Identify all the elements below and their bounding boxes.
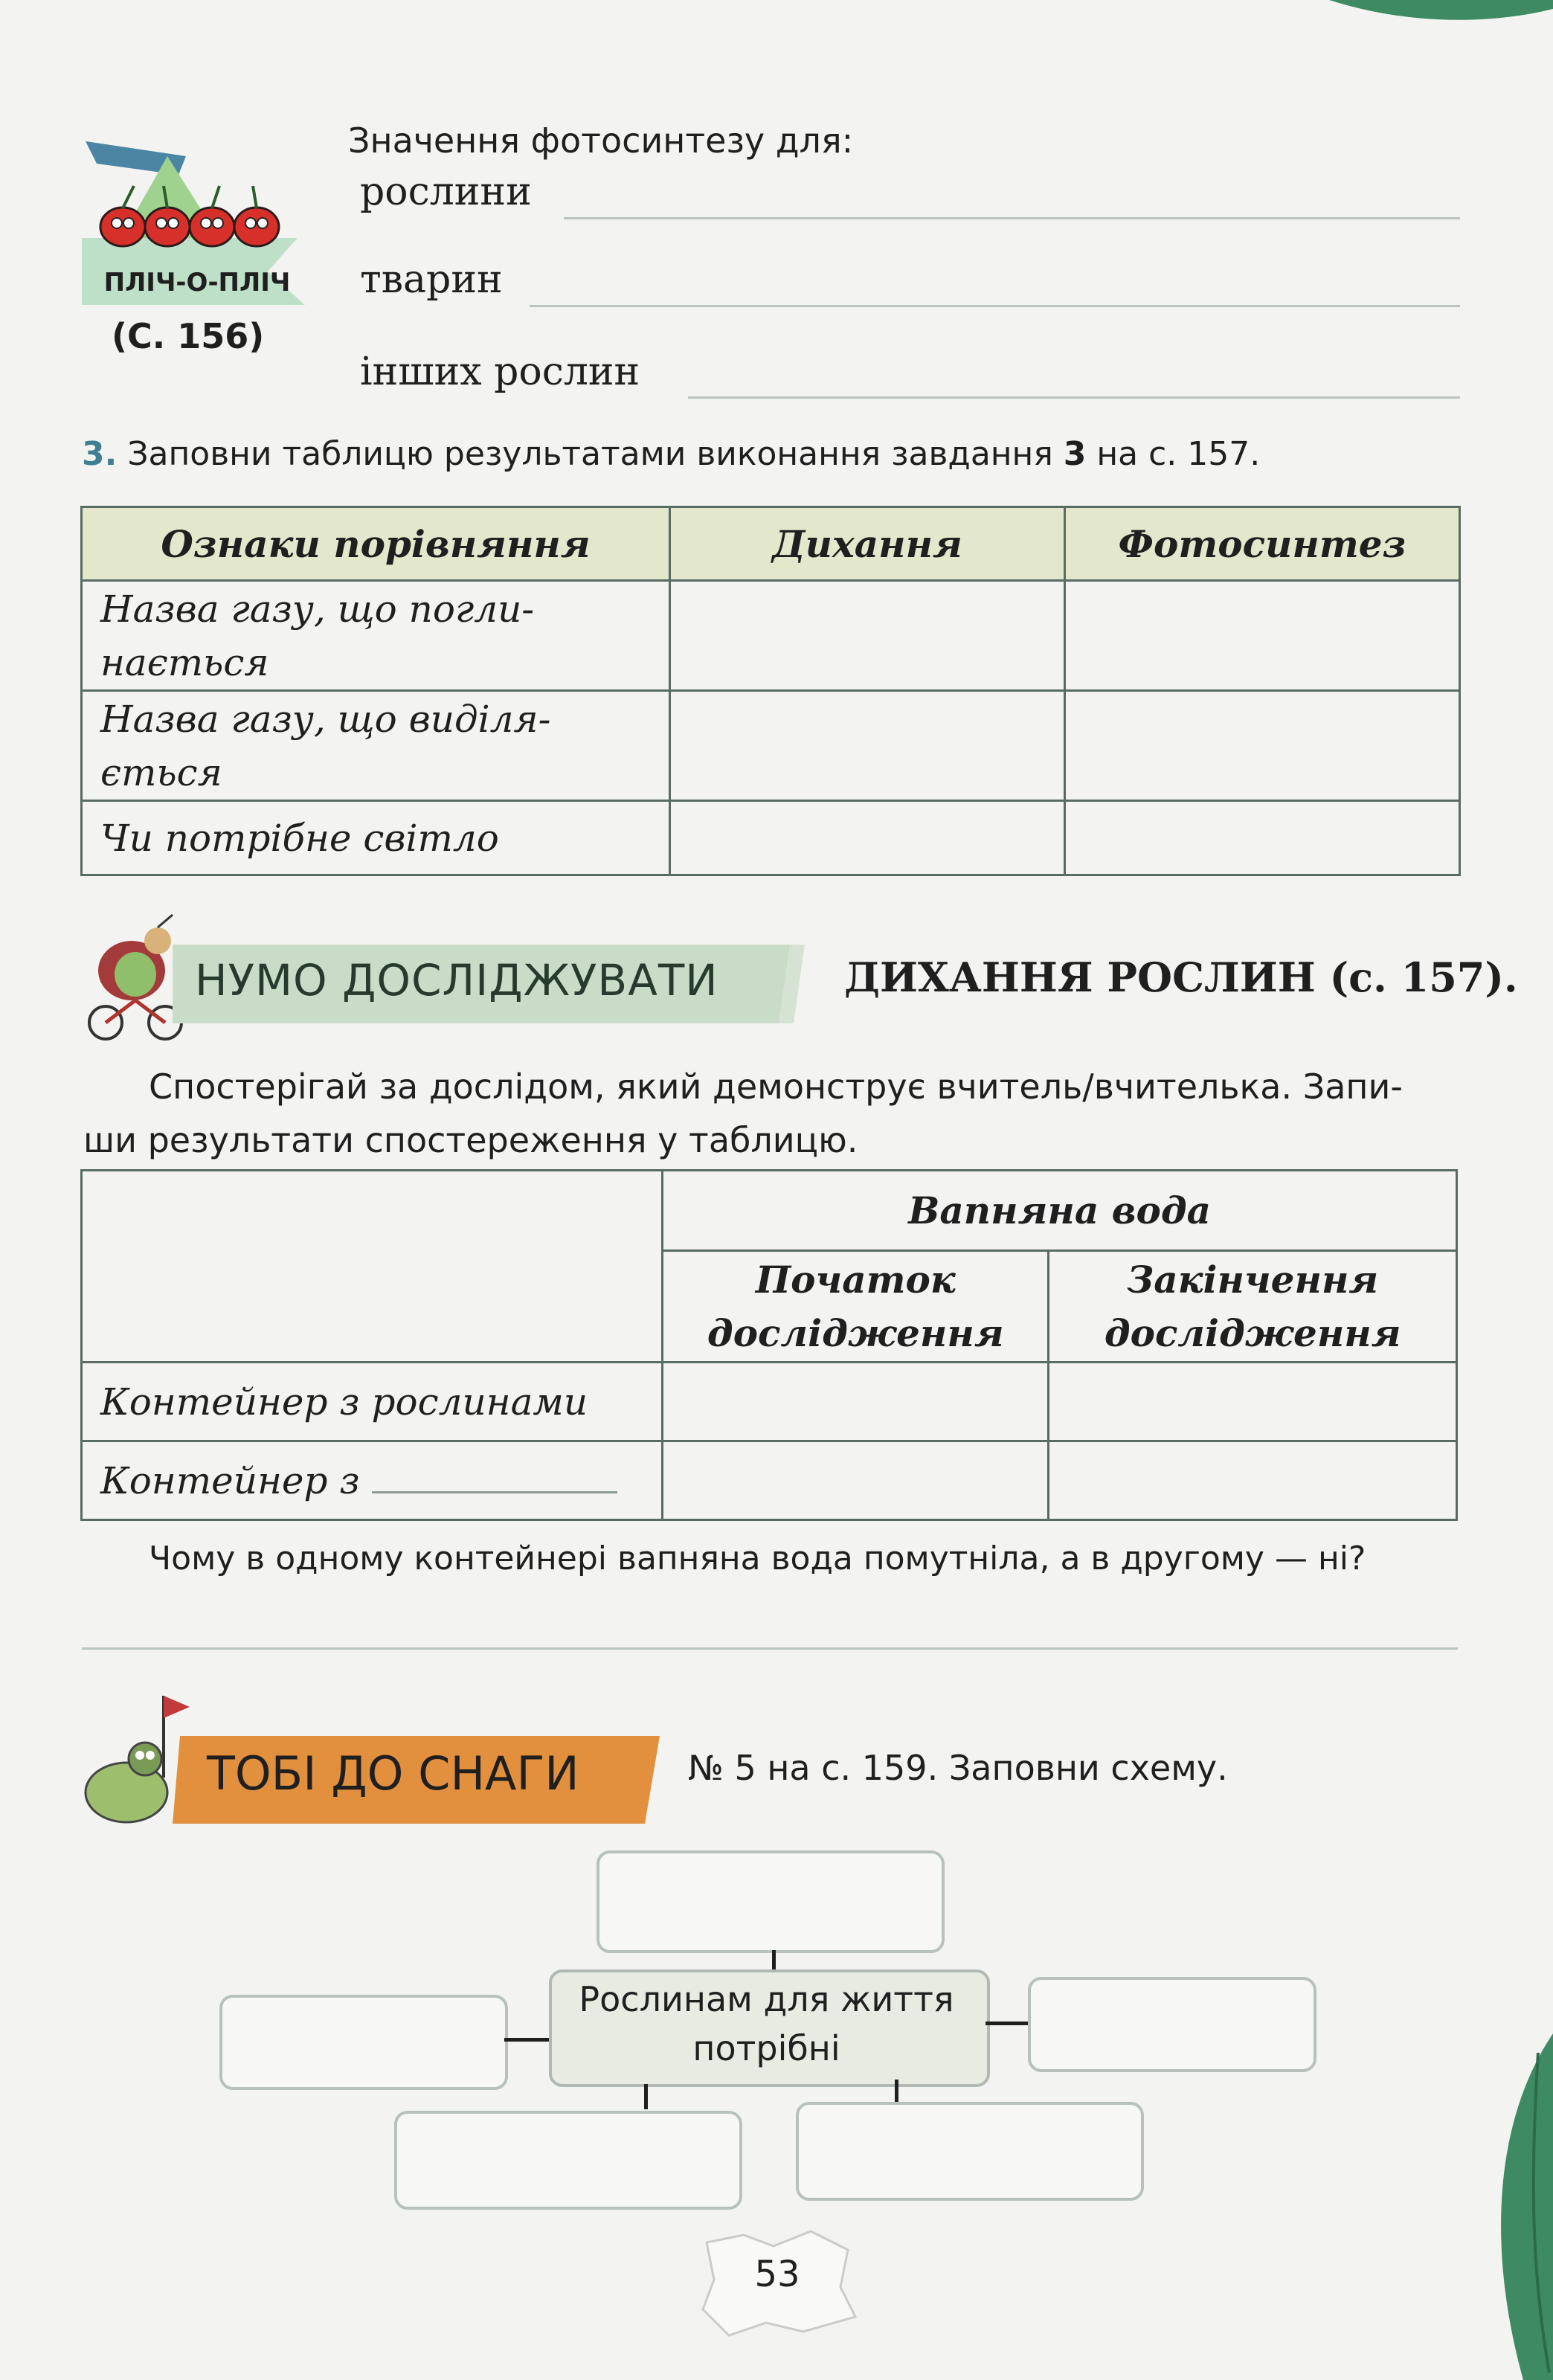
task-text-end: на с. 157. (1086, 435, 1261, 473)
research-title: ДИХАННЯ РОСЛИН (с. 157). (844, 953, 1518, 1001)
row-other-plants-label: інших рослин (360, 350, 640, 394)
answer-cell[interactable] (670, 801, 1065, 875)
leaf-decoration-icon (1196, 0, 1553, 45)
observe-instruction (83, 1060, 1458, 1167)
observation-table (80, 1169, 1458, 1521)
answer-line-question[interactable] (82, 1647, 1458, 1650)
schema-box-left[interactable] (219, 1995, 508, 2090)
connector-line (772, 1950, 776, 1969)
table-row-label: Назва газу, що виділя- ється (82, 691, 670, 801)
table-row-label: Назва газу, що погли- нається (82, 581, 670, 691)
row-label-with-plants: Контейнер з рослинами (82, 1363, 663, 1441)
connector-line (644, 2084, 648, 2109)
table-header: Дихання (670, 507, 1065, 581)
tobi-banner-label: ТОБІ ДО СНАГИ (207, 1746, 579, 1801)
task-3-instruction (82, 435, 1260, 473)
schema-box-top[interactable] (597, 1850, 945, 1953)
schema-box-right[interactable] (1028, 1977, 1316, 2072)
schema-task-text: № 5 на с. 159. Заповни схему. (688, 1748, 1228, 1788)
connector-line (986, 2022, 1028, 2025)
answer-line-animals[interactable] (530, 305, 1460, 307)
row-plants-label: рослини (360, 170, 532, 214)
answer-line-other-plants[interactable] (688, 396, 1460, 399)
task-ref: 3 (1063, 435, 1087, 473)
empty-corner-cell (82, 1171, 663, 1363)
answer-cell[interactable] (663, 1441, 1049, 1520)
badge-page-ref: (С. 156) (112, 316, 265, 356)
schema-box-bottom-right[interactable] (796, 2102, 1144, 2201)
connector-line (504, 2038, 549, 2042)
schema-box-bottom-left[interactable] (394, 2111, 742, 2210)
task-text: Заповни таблицю результатами виконання завдання (127, 435, 1064, 473)
column-header-start: Початок дослідження (663, 1251, 1049, 1363)
table-row-label: Чи потрібне світло (82, 801, 670, 875)
bug-on-bicycle-icon (83, 911, 187, 1045)
answer-cell[interactable] (1049, 1441, 1457, 1520)
research-banner-label: НУМО ДОСЛІДЖУВАТИ (195, 955, 718, 1006)
answer-cell[interactable] (1049, 1363, 1457, 1441)
column-header-end: Закінчення дослідження (1049, 1251, 1457, 1363)
schema-center-text: Рослинам для життя потрібні (579, 1979, 954, 2068)
question-text: Чому в одному контейнері вапняна вода помутніла, а в другому — ні? (149, 1540, 1366, 1577)
observe-line: Спостерігай за дослідом, який демонструє вчитель/вчителька. Запи- (149, 1067, 1403, 1107)
table-header: Ознаки порівняння (82, 507, 670, 581)
page-number: 53 (754, 2254, 800, 2295)
task-number: 3. (82, 435, 118, 473)
answer-cell[interactable] (663, 1363, 1049, 1441)
row-label-container: Контейнер з (82, 1441, 663, 1520)
answer-cell[interactable] (1065, 581, 1460, 691)
photosynthesis-intro: Значення фотосинтезу для: (348, 120, 854, 161)
answer-line-plants[interactable] (564, 217, 1460, 219)
comparison-table (80, 506, 1461, 876)
answer-cell[interactable] (670, 691, 1065, 801)
table-header: Фотосинтез (1065, 507, 1460, 581)
connector-line (895, 2080, 898, 2102)
group-header: Вапняна вода (663, 1171, 1457, 1251)
leaf-decoration-icon (1479, 2023, 1553, 2380)
container-blank-line[interactable] (372, 1466, 617, 1493)
badge-label: ПЛІЧ-О-ПЛІЧ (103, 268, 291, 298)
answer-cell[interactable] (1065, 691, 1460, 801)
observe-line: ши результати спостереження у таблицю. (83, 1120, 858, 1160)
answer-cell[interactable] (670, 581, 1065, 691)
answer-cell[interactable] (1065, 801, 1460, 875)
row-animals-label: тварин (360, 257, 503, 302)
